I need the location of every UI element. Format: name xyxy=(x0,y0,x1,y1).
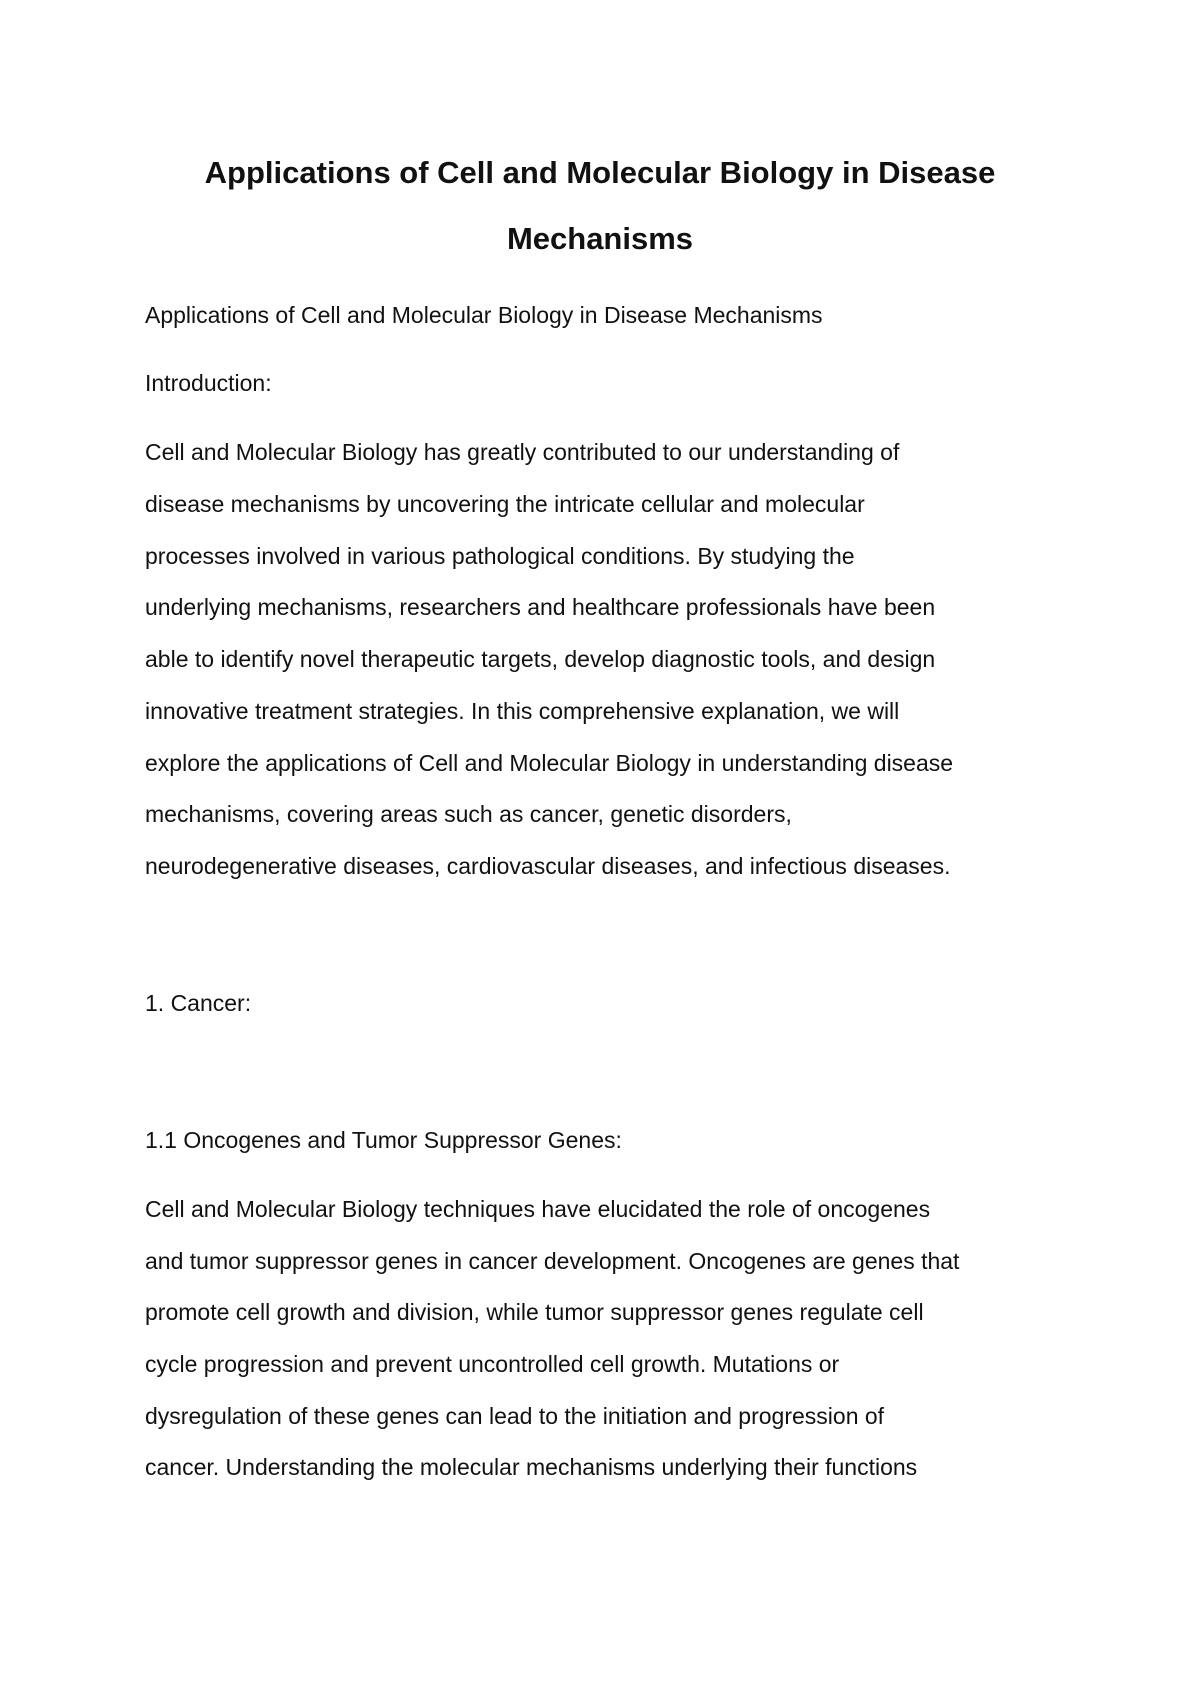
intro-line: processes involved in various pathological conditions. By studying the xyxy=(145,543,855,569)
title-line-2: Mechanisms xyxy=(506,221,694,256)
intro-line: disease mechanisms by uncovering the intricate cellular and molecular xyxy=(145,491,865,517)
intro-line: Cell and Molecular Biology has greatly contributed to our understanding of xyxy=(145,439,900,465)
intro-line: able to identify novel therapeutic targets, develop diagnostic tools, and design xyxy=(145,646,936,672)
oncogenes-line: cancer. Understanding the molecular mechanisms underlying their functions xyxy=(145,1454,918,1480)
subsection-heading-oncogenes: 1.1 Oncogenes and Tumor Suppressor Genes: xyxy=(145,1127,622,1153)
oncogenes-line: cycle progression and prevent uncontrolled cell growth. Mutations or xyxy=(145,1351,840,1377)
oncogenes-line: promote cell growth and division, while tumor suppressor genes regulate cell xyxy=(145,1299,924,1325)
oncogenes-line: and tumor suppressor genes in cancer development. Oncogenes are genes that xyxy=(145,1248,960,1274)
intro-heading: Introduction: xyxy=(145,370,272,396)
intro-line: underlying mechanisms, researchers and healthcare professionals have been xyxy=(145,594,936,620)
title-line-1: Applications of Cell and Molecular Biology in Disease xyxy=(204,155,996,190)
oncogenes-line: dysregulation of these genes can lead to the initiation and progression of xyxy=(145,1403,885,1429)
document-title xyxy=(145,140,1055,272)
document-subtitle: Applications of Cell and Molecular Biology in Disease Mechanisms xyxy=(145,302,823,328)
intro-line: explore the applications of Cell and Molecular Biology in understanding disease xyxy=(145,750,954,776)
oncogenes-line: Cell and Molecular Biology techniques have elucidated the role of oncogenes xyxy=(145,1196,931,1222)
section-heading-cancer: 1. Cancer: xyxy=(145,990,252,1016)
intro-line: mechanisms, covering areas such as cancer, genetic disorders, xyxy=(145,801,792,827)
intro-line: innovative treatment strategies. In this comprehensive explanation, we will xyxy=(145,698,900,724)
intro-line: neurodegenerative diseases, cardiovascular diseases, and infectious diseases. xyxy=(145,853,951,879)
